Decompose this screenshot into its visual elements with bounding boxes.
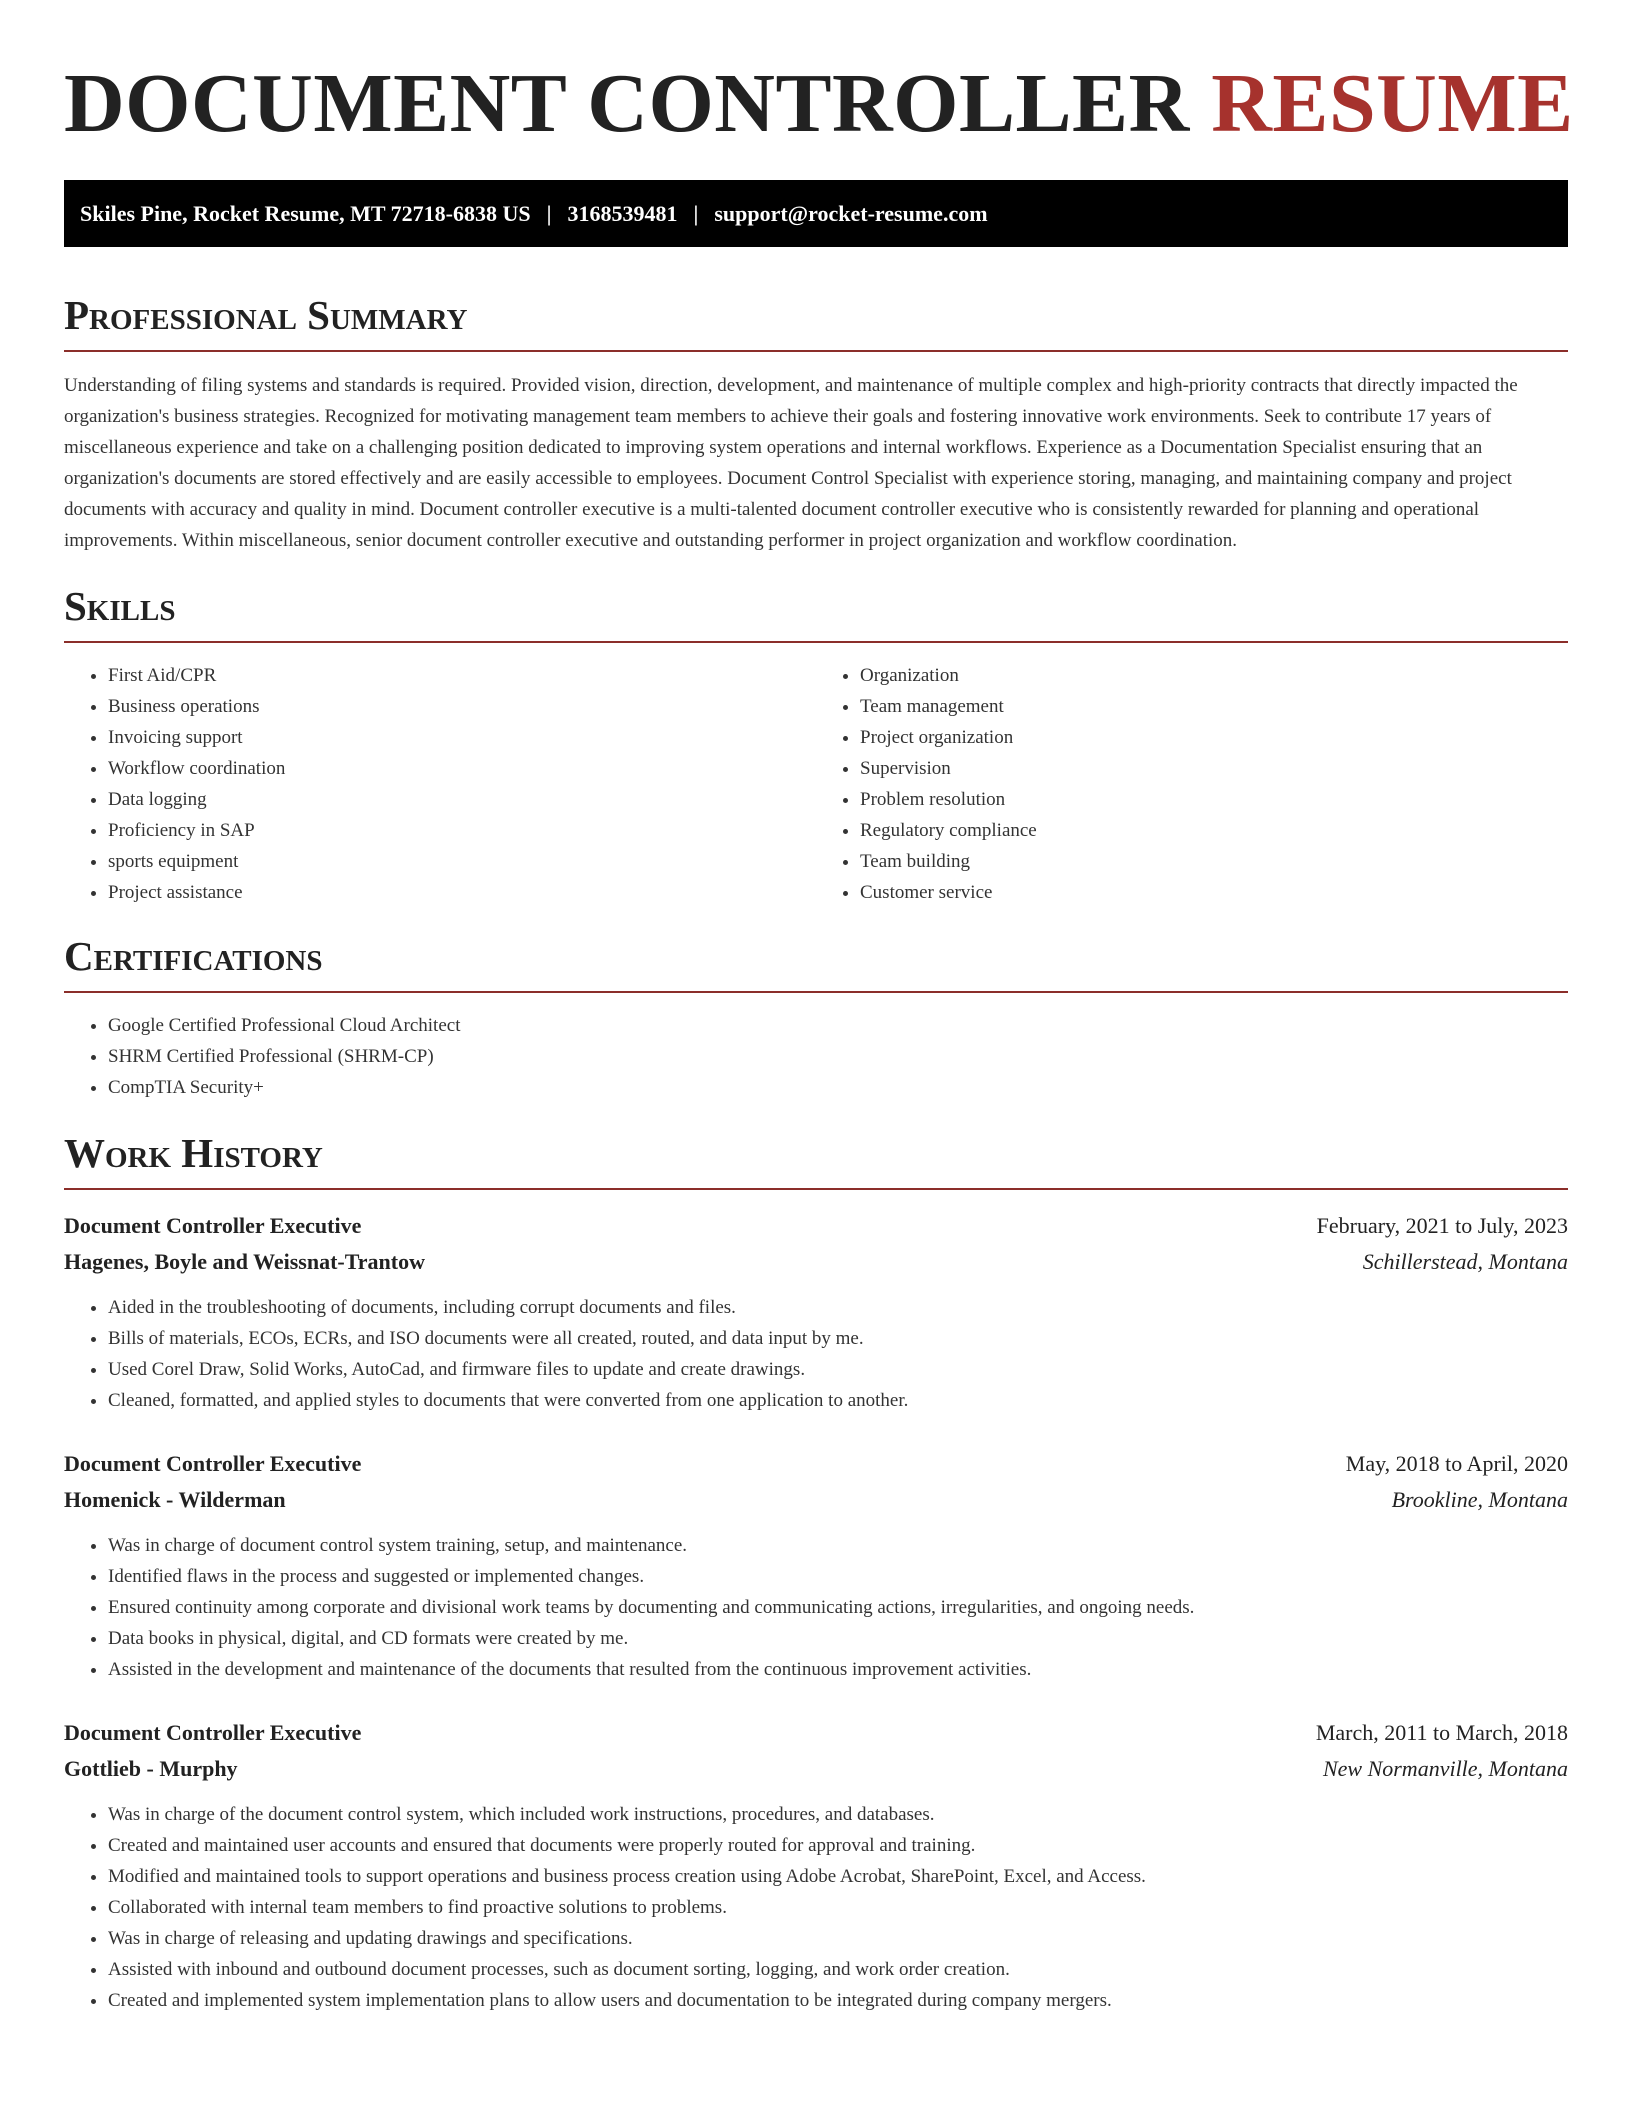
job-bullet: • Bills of materials, ECOs, ECRs, and ISO documents were all created, routed, and data input by me. — [108, 1323, 1568, 1354]
skills-column-right — [816, 660, 1568, 908]
job-bullet: • Assisted in the development and maintenance of the documents that resulted from the continuous improvement activities. — [108, 1654, 1568, 1685]
certification-item: • CompTIA Security+ — [108, 1072, 1568, 1103]
job-company: Homenick - Wilderman — [64, 1487, 286, 1513]
job-bullet-list — [64, 1799, 1568, 2016]
skill-item: • First Aid/CPR — [108, 660, 816, 691]
section-divider — [64, 350, 1568, 352]
job-bullet-list — [64, 1292, 1568, 1416]
job-location: New Normanville, Montana — [1322, 1756, 1568, 1782]
job-bullet: • Created and maintained user accounts and ensured that documents were properly routed for approval and training. — [108, 1830, 1568, 1861]
job-dates: May, 2018 to April, 2020 — [1345, 1451, 1568, 1477]
skill-item: • Business operations — [108, 691, 816, 722]
job-header-row — [64, 1715, 1568, 1751]
professional-summary-section — [64, 293, 1568, 556]
skill-item: • Invoicing support — [108, 722, 816, 753]
job-dates: February, 2021 to July, 2023 — [1316, 1213, 1568, 1239]
job-entry — [64, 1446, 1568, 1685]
job-bullet-list — [64, 1530, 1568, 1685]
contact-address: Skiles Pine, Rocket Resume, MT 72718-6838 US — [80, 200, 531, 226]
job-entry — [64, 1208, 1568, 1416]
certification-item: • SHRM Certified Professional (SHRM-CP) — [108, 1041, 1568, 1072]
job-bullet: • Modified and maintained tools to support operations and business process creation using Adobe Acrobat, SharePoint, Excel, and Access. — [108, 1861, 1568, 1892]
section-heading-certifications: Certifications — [64, 933, 323, 980]
section-heading-skills: Skills — [64, 583, 176, 630]
job-title: Document Controller Executive — [64, 1213, 362, 1239]
contact-separator: | — [693, 200, 699, 226]
job-bullet: • Used Corel Draw, Solid Works, AutoCad, and firmware files to update and create drawings. — [108, 1354, 1568, 1385]
skill-item: • Team management — [860, 691, 1568, 722]
job-location: Brookline, Montana — [1391, 1487, 1568, 1513]
job-bullet: • Ensured continuity among corporate and divisional work teams by documenting and communicating actions, irregularities, and ongoing needs. — [108, 1592, 1568, 1623]
contact-bar — [64, 180, 1568, 247]
job-dates: March, 2011 to March, 2018 — [1315, 1720, 1568, 1746]
job-company-row — [64, 1482, 1568, 1518]
job-bullet: • Assisted with inbound and outbound document processes, such as document sorting, logging, and work order creation. — [108, 1954, 1568, 1985]
job-bullet: • Cleaned, formatted, and applied styles to documents that were converted from one application to another. — [108, 1385, 1568, 1416]
contact-email: support@rocket-resume.com — [714, 200, 988, 226]
job-company-row — [64, 1751, 1568, 1787]
job-company: Gottlieb - Murphy — [64, 1756, 238, 1782]
skill-item: • Project assistance — [108, 877, 816, 908]
certifications-section — [64, 934, 1568, 1103]
skill-item: • Organization — [860, 660, 1568, 691]
title-main: DOCUMENT CONTROLLER — [64, 57, 1190, 150]
skills-column-left — [64, 660, 816, 908]
contact-separator: | — [546, 200, 552, 226]
skill-item: • sports equipment — [108, 846, 816, 877]
skill-item: • Data logging — [108, 784, 816, 815]
job-title: Document Controller Executive — [64, 1720, 362, 1746]
section-heading-summary: Professional Summary — [64, 292, 468, 338]
job-bullet: • Collaborated with internal team members to find proactive solutions to problems. — [108, 1892, 1568, 1923]
skill-item: • Proficiency in SAP — [108, 815, 816, 846]
certifications-list — [64, 1010, 1568, 1103]
summary-text: Understanding of filing systems and standards is required. Provided vision, direction, development, and maintenance of multiple complex and high-priority contracts that directly impacted the organization's business strategies. Recognized for motivating management team members to achieve their goals and fostering innovative work environments. Seek to contribute 17 years of miscellaneous experience and take on a challenging position dedicated to improving system operations and internal workflows. Experience as a Documentation Specialist ensuring that an organization's documents are stored effectively and are easily accessible to employees. Document Control Specialist with experience storing, managing, and maintaining company and project documents with accuracy and quality in mind. Document controller executive is a multi-talented document controller executive who is consistently rewarded for planning and operational improvements. Within miscellaneous, senior document controller executive and outstanding performer in project organization and workflow coordination. — [64, 375, 1518, 552]
job-header-row — [64, 1446, 1568, 1482]
skills-section — [64, 584, 1568, 908]
section-heading-work-history: Work History — [64, 1130, 323, 1177]
work-history-section — [64, 1131, 1568, 2016]
job-bullet: • Was in charge of document control system training, setup, and maintenance. — [108, 1530, 1568, 1561]
skills-grid — [64, 660, 1568, 908]
skill-item: • Team building — [860, 846, 1568, 877]
title-accent: RESUME — [1211, 57, 1574, 150]
job-company: Hagenes, Boyle and Weissnat-Trantow — [64, 1249, 425, 1275]
job-bullet: • Data books in physical, digital, and CD formats were created by me. — [108, 1623, 1568, 1654]
job-bullet: • Was in charge of the document control system, which included work instructions, procedures, and databases. — [108, 1799, 1568, 1830]
job-entry — [64, 1715, 1568, 2016]
section-divider — [64, 641, 1568, 643]
section-divider — [64, 1188, 1568, 1190]
job-bullet: • Aided in the troubleshooting of documents, including corrupt documents and files. — [108, 1292, 1568, 1323]
job-title: Document Controller Executive — [64, 1451, 362, 1477]
job-header-row — [64, 1208, 1568, 1244]
skill-item: • Problem resolution — [860, 784, 1568, 815]
contact-phone: 3168539481 — [567, 200, 678, 226]
job-bullet: • Created and implemented system implementation plans to allow users and documentation to be integrated during company mergers. — [108, 1985, 1568, 2016]
skill-item: • Customer service — [860, 877, 1568, 908]
job-bullet: • Identified flaws in the process and suggested or implemented changes. — [108, 1561, 1568, 1592]
resume-title — [64, 57, 1574, 150]
certification-item: • Google Certified Professional Cloud Architect — [108, 1010, 1568, 1041]
skill-item: • Project organization — [860, 722, 1568, 753]
job-company-row — [64, 1244, 1568, 1280]
skill-item: • Workflow coordination — [108, 753, 816, 784]
skill-item: • Regulatory compliance — [860, 815, 1568, 846]
section-divider — [64, 991, 1568, 993]
job-bullet: • Was in charge of releasing and updating drawings and specifications. — [108, 1923, 1568, 1954]
skill-item: • Supervision — [860, 753, 1568, 784]
job-location: Schillerstead, Montana — [1362, 1249, 1568, 1275]
